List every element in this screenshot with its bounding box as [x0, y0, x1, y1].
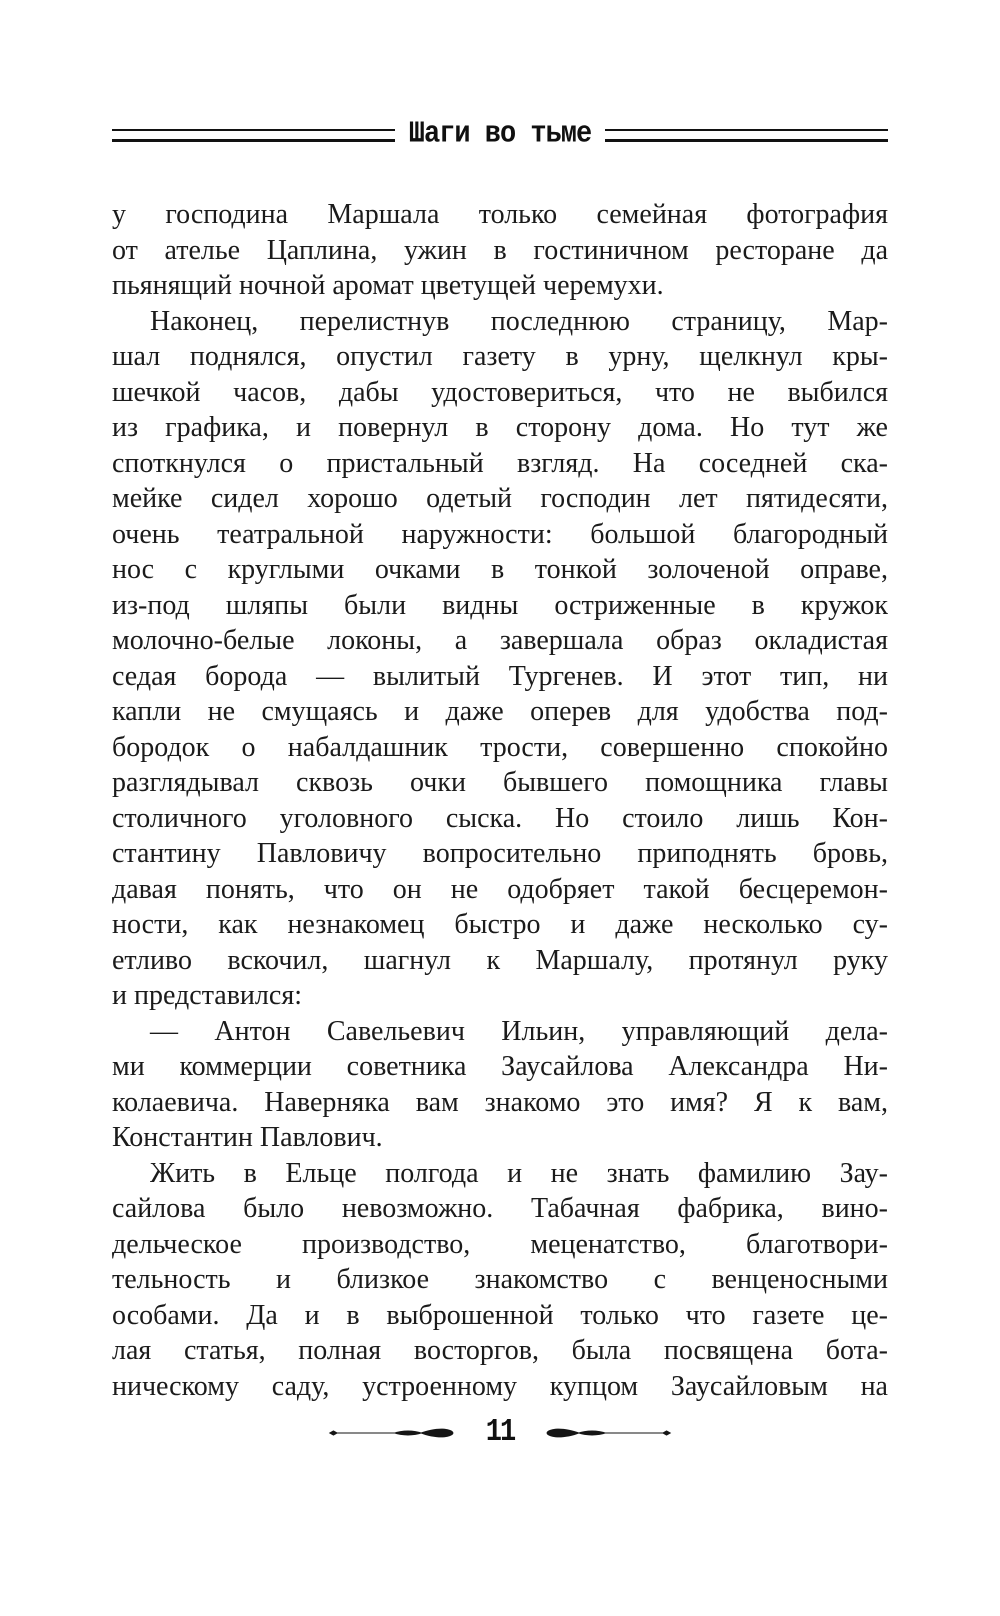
text-line: тельность и близкое знакомство с венценосными — [112, 1264, 888, 1295]
header-rule-left — [112, 129, 395, 142]
text-line: особами. Да и в выброшенной только что газете це- — [112, 1299, 888, 1331]
text-line: бородок о набалдашник трости, совершенно спокойно — [112, 731, 888, 763]
text-line: от ателье Цаплина, ужин в гостиничном ресторане да — [112, 234, 888, 266]
running-title: Шаги во тьме — [408, 118, 592, 152]
page-header — [112, 120, 888, 150]
text-line: из графика, и повернул в сторону дома. Но тут же — [112, 412, 888, 443]
text-line: у господина Маршала только семейная фотография — [112, 199, 888, 230]
text-line: шал поднялся, опустил газету в урну, щелкнул кры- — [112, 341, 888, 372]
text-line: споткнулся о пристальный взгляд. На соседней ска- — [112, 447, 888, 479]
text-line: очень театральной наружности: большой благородный — [112, 518, 888, 550]
text-line: етливо вскочил, шагнул к Маршалу, протянул руку — [112, 944, 888, 976]
text-line: и представился: — [112, 980, 302, 1011]
text-line: седая борода — вылитый Тургенев. И этот тип, ни — [112, 660, 888, 692]
text-line: ническому саду, устроенному купцом Заусайловым на — [112, 1370, 888, 1402]
text-line: Жить в Ельце полгода и не знать фамилию Зау- — [150, 1157, 888, 1189]
header-rule-right — [605, 129, 888, 142]
footer-ornament-right-icon — [540, 1424, 672, 1442]
text-line: разглядывал сквозь очки бывшего помощника главы — [112, 767, 888, 798]
text-line: шечкой часов, дабы удостовериться, что не выбился — [112, 376, 888, 408]
text-line: колаевича. Наверняка вам знакомо это имя? Я к вам, — [112, 1086, 888, 1118]
text-line: столичного уголовного сыска. Но стоило лишь Кон- — [112, 802, 888, 834]
text-line: дельческое производство, меценатство, благотвори- — [112, 1228, 888, 1260]
page-number: 11 — [485, 1415, 515, 1451]
text-line dialogue-line: — Антон Савельевич Ильин, управляющий дела- — [150, 1015, 888, 1047]
text-line: нос с круглыми очками в тонкой золоченой оправе, — [112, 554, 888, 585]
text-line: мейке сидел хорошо одетый господин лет пятидесяти, — [112, 483, 888, 514]
text-line: ми коммерции советника Заусайлова Александра Ни- — [112, 1051, 888, 1082]
text-line: молочно-белые локоны, а завершала образ окладистая — [112, 625, 888, 656]
text-line: сайлова было невозможно. Табачная фабрика, вино- — [112, 1193, 888, 1224]
body-text — [112, 197, 888, 1404]
text-line: стантину Павловичу вопросительно приподнять бровь, — [112, 838, 888, 869]
text-line: Наконец, перелистнув последнюю страницу, Мар- — [150, 305, 888, 337]
text-line: из-под шляпы были видны остриженные в кружок — [112, 589, 888, 621]
text-line: давая понять, что он не одобряет такой бесцеремон- — [112, 873, 888, 905]
text-line: капли не смущаясь и даже оперев для удобства под- — [112, 696, 888, 727]
page-footer — [112, 1415, 888, 1451]
text-line: пьянящий ночной аромат цветущей черемухи. — [112, 270, 664, 301]
text-line: Константин Павлович. — [112, 1122, 383, 1153]
footer-ornament-left-icon — [328, 1424, 460, 1442]
text-line: лая статья, полная восторгов, была посвящена бота- — [112, 1335, 888, 1366]
text-line: ности, как незнакомец быстро и даже несколько су- — [112, 909, 888, 940]
